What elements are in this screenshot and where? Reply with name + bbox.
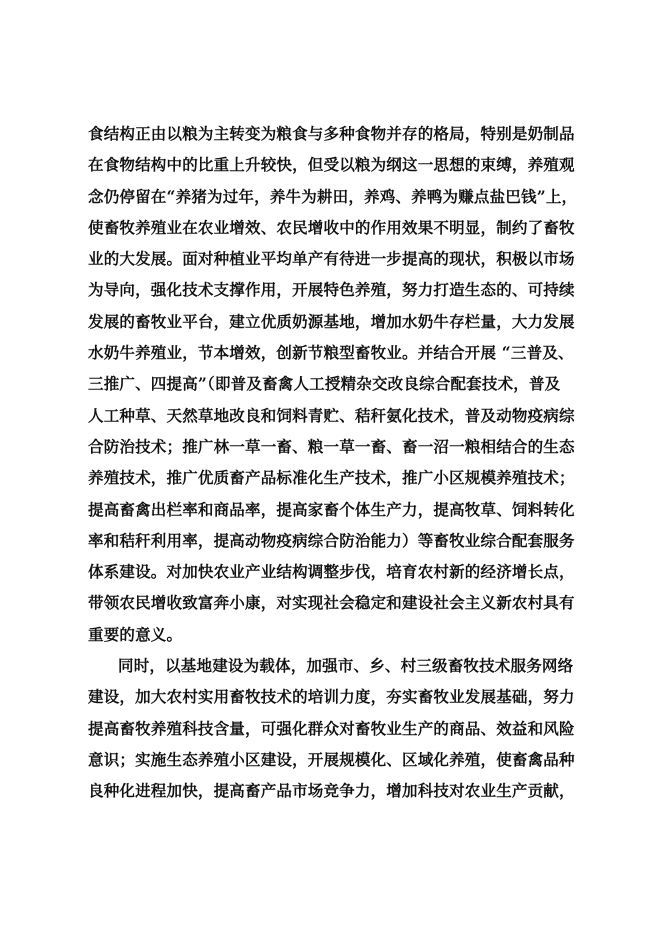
- text-line: 带领农民增收致富奔小康，对实现社会稳定和建设社会主义新农村具有: [88, 593, 575, 613]
- text-line: 重要的意义。: [88, 624, 183, 644]
- text-line: 为导向，强化技术支撑作用，开展特色养殖，努力打造生态的、可持续: [88, 280, 575, 300]
- text-line: 率和秸秆利用率，提高动物疫病综合防治能力）等畜牧业综合配套服务: [88, 530, 575, 550]
- text-line: 食结构正由以粮为主转变为粮食与多种食物并存的格局，特别是奶制品: [88, 124, 575, 143]
- paragraph-start-line: 同时，以基地建设为载体，加强市、乡、村三级畜牧技术服务网络: [118, 656, 574, 676]
- body-text: [88, 118, 580, 807]
- text-line: 合防治技术；推广林一草一畜、粮一草一畜、畜一沼一粮相结合的生态: [88, 436, 575, 456]
- text-line: 水奶牛养殖业，节本增效，创新节粮型畜牧业。并结合开展 “三普及、: [88, 343, 574, 363]
- text-line: 提高畜禽出栏率和商品率，提高家畜个体生产力，提高牧草、饲料转化: [88, 499, 575, 519]
- text-line: 念仍停留在“养猪为过年，养牛为耕田，养鸡、养鸭为赚点盐巴钱”上，: [88, 186, 578, 206]
- text-line: 人工种草、天然草地改良和饲料青贮、秸秆氨化技术，普及动物疫病综: [88, 405, 575, 425]
- text-line: 三推广、四提高”（即普及畜禽人工授精杂交改良综合配套技术，普及: [88, 374, 561, 394]
- text-line: 发展的畜牧业平台，建立优质奶源基地，增加水奶牛存栏量，大力发展: [88, 311, 575, 331]
- text-line: 业的大发展。面对种植业平均单产有待进一步提高的现状，积极以市场: [88, 249, 575, 269]
- text-line: 良种化进程加快，提高畜产品市场竞争力，增加科技对农业生产贡献，: [88, 781, 575, 801]
- text-line: 养殖技术，推广优质畜产品标准化生产技术，推广小区规模养殖技术；: [88, 468, 575, 488]
- text-line: 意识；实施生态养殖小区建设，开展规模化、区域化养殖，使畜禽品种: [88, 749, 575, 769]
- text-line: 提高畜牧养殖科技含量，可强化群众对畜牧业生产的商品、效益和风险: [88, 718, 575, 738]
- text-line: 使畜牧养殖业在农业增效、农民增收中的作用效果不明显，制约了畜牧: [88, 217, 575, 237]
- text-line: 建设，加大农村实用畜牧技术的培训力度，夯实畜牧业发展基础，努力: [88, 687, 575, 707]
- text-line: 体系建设。对加快农业产业结构调整步伐，培育农村新的经济增长点，: [88, 562, 575, 582]
- text-line: 在食物结构中的比重上升较快，但受以粮为纲这一思想的束缚，养殖观: [88, 155, 575, 175]
